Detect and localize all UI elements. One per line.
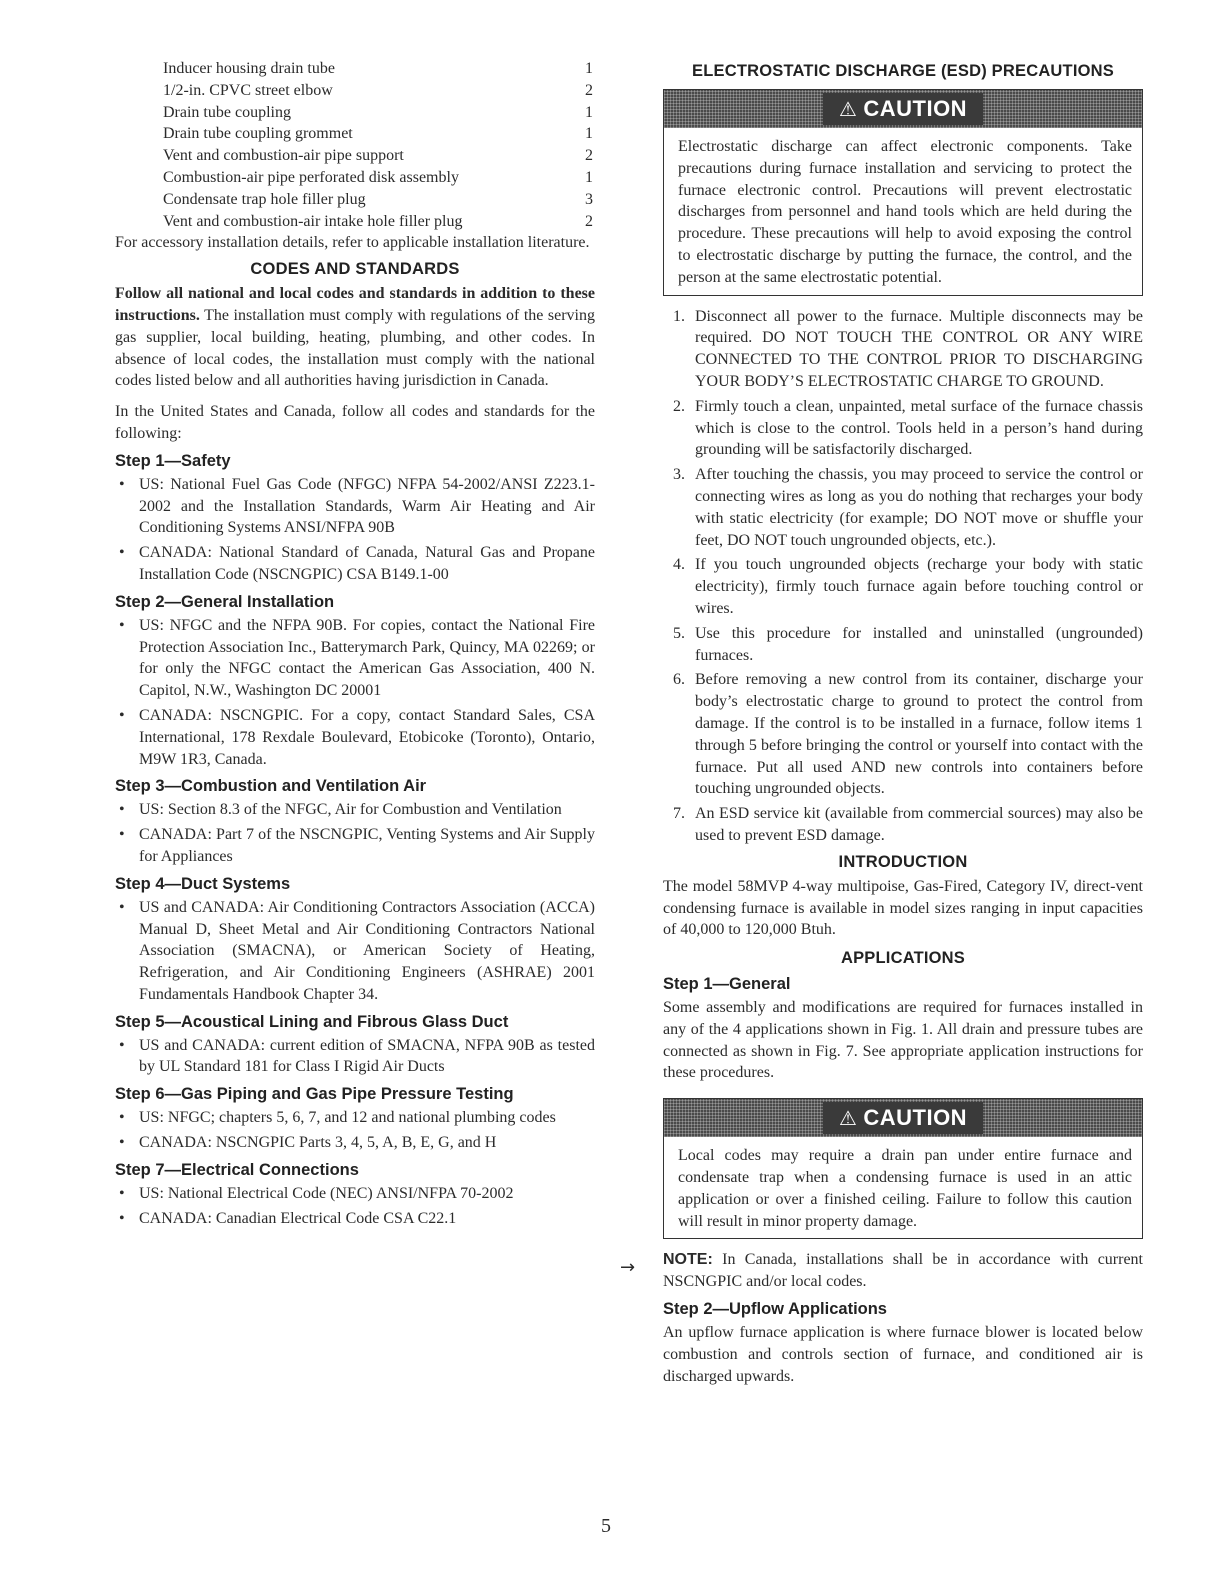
app-step-2-paragraph: An upflow furnace application is where furnace blower is located below combustion and controls section of furnace, and conditioned air is discharged upwards. — [663, 1324, 1143, 1385]
list-item: • CANADA: NSCNGPIC Parts 3, 4, 5, A, B, E, G, and H — [115, 1132, 595, 1154]
caution-banner — [664, 90, 1142, 128]
list-item: • CANADA: NSCNGPIC. For a copy, contact Standard Sales, CSA International, 178 Rexdale Boulevard, Etobicoke (Toronto), Ontario, M9W 1R3, Canada. — [115, 705, 595, 770]
app-step-2-heading: Step 2—Upflow Applications — [663, 1300, 887, 1319]
list-item: • US: National Fuel Gas Code (NFGC) NFPA 54-2002/ANSI Z223.1-2002 and the Installation Standards, Warm Air Heating and Air Conditioning Systems ANSI/NFPA 90B — [115, 474, 595, 539]
step-7-heading: Step 7—Electrical Connections — [115, 1160, 359, 1179]
step-5-heading: Step 5—Acoustical Lining and Fibrous Glass Duct — [115, 1012, 509, 1031]
caution-text: Electrostatic discharge can affect electronic components. Take precautions during furnace installation and servicing to protect the furnace electronic control. Precautions will prevent electrostatic discharges from personnel and hand tools which are held during the procedure. These precautions will help to avoid exposing the control to electrostatic discharge by putting the furnace, the control, and the person at the same electrostatic potential. — [678, 138, 1132, 286]
parts-list — [163, 58, 595, 232]
left-column — [115, 58, 595, 1232]
parts-list-item: Vent and combustion-air intake hole filler plug 2 — [163, 212, 593, 230]
note-label: NOTE: — [663, 1251, 713, 1269]
list-item: 5. Use this procedure for installed and uninstalled (ungrounded) furnaces. — [673, 624, 1143, 664]
parts-list-item: 1/2-in. CPVC street elbow 2 — [163, 81, 593, 99]
codes-bold-lead: Follow all national and local codes and standards in addition to these instructions. — [115, 285, 595, 324]
list-item: 2. Firmly touch a clean, unpainted, metal surface of the furnace chassis which is close to the control. Tools held in a person’s hand during grounding will be satisfactorily discharged. — [673, 397, 1143, 459]
step-4-list — [115, 897, 595, 1006]
caution-box-drain-pan — [663, 1098, 1143, 1239]
list-item: • US and CANADA: Air Conditioning Contractors Association (ACCA) Manual D, Sheet Metal and Air Conditioning Contractors National Association (SMACNA), or American Society of Heating, Refrigeration, and Air Conditioning Engineers (ASHRAE) 2001 Fundamentals Handbook Chapter 34. — [115, 897, 595, 1006]
list-item: • US: NFGC; chapters 5, 6, 7, and 12 and national plumbing codes — [115, 1107, 595, 1129]
list-item: 4. If you touch ungrounded objects (recharge your body with static electricity), firmly touch furnace again before touching control or wires. — [673, 556, 1143, 617]
step-5-list — [115, 1035, 595, 1079]
caution-label: ⚠ CAUTION — [823, 1102, 983, 1134]
list-item: 6. Before removing a new control from its container, discharge your body’s electrostatic charge to ground to protect the control from damage. If the control is to be installed in a furnace, follow items 1 through 5 before bringing the control or yourself into contact with the furnace. Put all used AND new controls into containers before touching ungrounded objects. — [673, 671, 1143, 798]
step-1-heading: Step 1—Safety — [115, 451, 231, 470]
introduction-paragraph: The model 58MVP 4-way multipoise, Gas-Fired, Category IV, direct-vent condensing furnace is available in model sizes ranging in input capacities of 40,000 to 120,000 Btuh. — [663, 877, 1143, 939]
step-7-list — [115, 1183, 595, 1230]
step-2-heading: Step 2—General Installation — [115, 592, 335, 611]
list-item: • US: NFGC and the NFPA 90B. For copies, contact the National Fire Protection Association Inc., Batterymarch Park, Quincy, MA 02269; or for only the NFGC contact the American Gas Association, 400 N. Capitol, N.W., Washington DC 20001 — [115, 615, 595, 702]
note-paragraph: NOTE: In Canada, installations shall be in accordance with current NSCNGPIC and/or local codes. — [663, 1251, 1143, 1291]
right-column — [663, 58, 1143, 1387]
step-6-heading: Step 6—Gas Piping and Gas Pipe Pressure Testing — [115, 1085, 514, 1104]
step-1-list — [115, 474, 595, 586]
warning-triangle-icon: ⚠ — [838, 1107, 858, 1130]
parts-list-item: Combustion-air pipe perforated disk assembly 1 — [163, 168, 593, 186]
parts-list-item: Vent and combustion-air pipe support 2 — [163, 147, 593, 165]
list-item: 1. Disconnect all power to the furnace. Multiple disconnects may be required. DO NOT TOUCH THE CONTROL OR ANY WIRE CONNECTED TO THE CONTROL PRIOR TO DISCHARGING YOUR BODY’S ELECTROSTATIC CHARGE TO GROUND. — [673, 307, 1143, 390]
caution-box-esd — [663, 89, 1143, 296]
parts-list-item: Inducer housing drain tube 1 — [163, 60, 593, 77]
list-item: 3. After touching the chassis, you may proceed to service the control or connecting wires as long as you do nothing that recharges your body with static electricity (for example; DO NOT move or shuffle your feet, DO NOT touch ungrounded objects, etc.). — [673, 466, 1143, 549]
list-item: • CANADA: Part 7 of the NSCNGPIC, Venting Systems and Air Supply for Appliances — [115, 824, 595, 868]
caution-banner — [664, 1099, 1142, 1137]
applications-heading: APPLICATIONS — [840, 949, 965, 968]
list-item: • US and CANADA: current edition of SMACNA, NFPA 90B as tested by UL Standard 181 for Class I Rigid Air Ducts — [115, 1035, 595, 1079]
parts-list-item: Drain tube coupling 1 — [163, 103, 593, 121]
accessory-note: For accessory installation details, refer to applicable installation literature. — [115, 234, 590, 252]
change-arrow-icon: → — [620, 1257, 636, 1278]
warning-triangle-icon: ⚠ — [838, 98, 858, 121]
caution-label: ⚠ CAUTION — [823, 93, 983, 125]
list-item: • CANADA: National Standard of Canada, Natural Gas and Propane Installation Code (NSCNGPIC) CSA B149.1-00 — [115, 542, 595, 586]
app-step-1-heading: Step 1—General — [663, 975, 791, 994]
step-2-list — [115, 615, 595, 771]
parts-list-item: Drain tube coupling grommet 1 — [163, 125, 593, 143]
app-step-1-paragraph: Some assembly and modifications are required for furnaces installed in any of the 4 applications shown in Fig. 1. All drain and pressure tubes are connected as shown in Fig. 7. See appropriate application instructions for these procedures. — [663, 999, 1143, 1082]
esd-steps-list — [663, 306, 1143, 847]
step-3-heading: Step 3—Combustion and Ventilation Air — [115, 777, 427, 796]
list-item: • US: National Electrical Code (NEC) ANSI/NFPA 70-2002 — [115, 1183, 595, 1205]
caution-text: Local codes may require a drain pan under entire furnace and condensate trap when a condensing furnace is used in an attic application or over a finished ceiling. Failure to follow this caution will result in minor property damage. — [678, 1147, 1132, 1230]
esd-heading: ELECTROSTATIC DISCHARGE (ESD) PRECAUTIONS — [692, 62, 1114, 80]
parts-list-item: Condensate trap hole filler plug 3 — [163, 190, 593, 208]
step-4-heading: Step 4—Duct Systems — [115, 874, 291, 893]
codes-paragraph: Follow all national and local codes and standards in addition to these instructions. The installation must comply with regulations of the serving gas supplier, local building, heating, plumbing, and other codes. In absence of local codes, the installation must comply with the national codes listed below and all authorities having jurisdiction in Canada. — [115, 285, 595, 390]
us-canada-paragraph: In the United States and Canada, follow all codes and standards for the following: — [115, 403, 595, 442]
codes-heading: CODES AND STANDARDS — [250, 260, 460, 279]
list-item: • CANADA: Canadian Electrical Code CSA C22.1 — [115, 1208, 595, 1230]
step-6-list — [115, 1107, 595, 1154]
page-number: 5 — [601, 1515, 611, 1537]
list-item: • US: Section 8.3 of the NFGC, Air for Combustion and Ventilation — [115, 799, 595, 821]
step-3-list — [115, 799, 595, 867]
list-item: 7. An ESD service kit (available from commercial sources) may also be used to prevent ESD damage. — [673, 805, 1143, 844]
introduction-heading: INTRODUCTION — [838, 852, 968, 871]
